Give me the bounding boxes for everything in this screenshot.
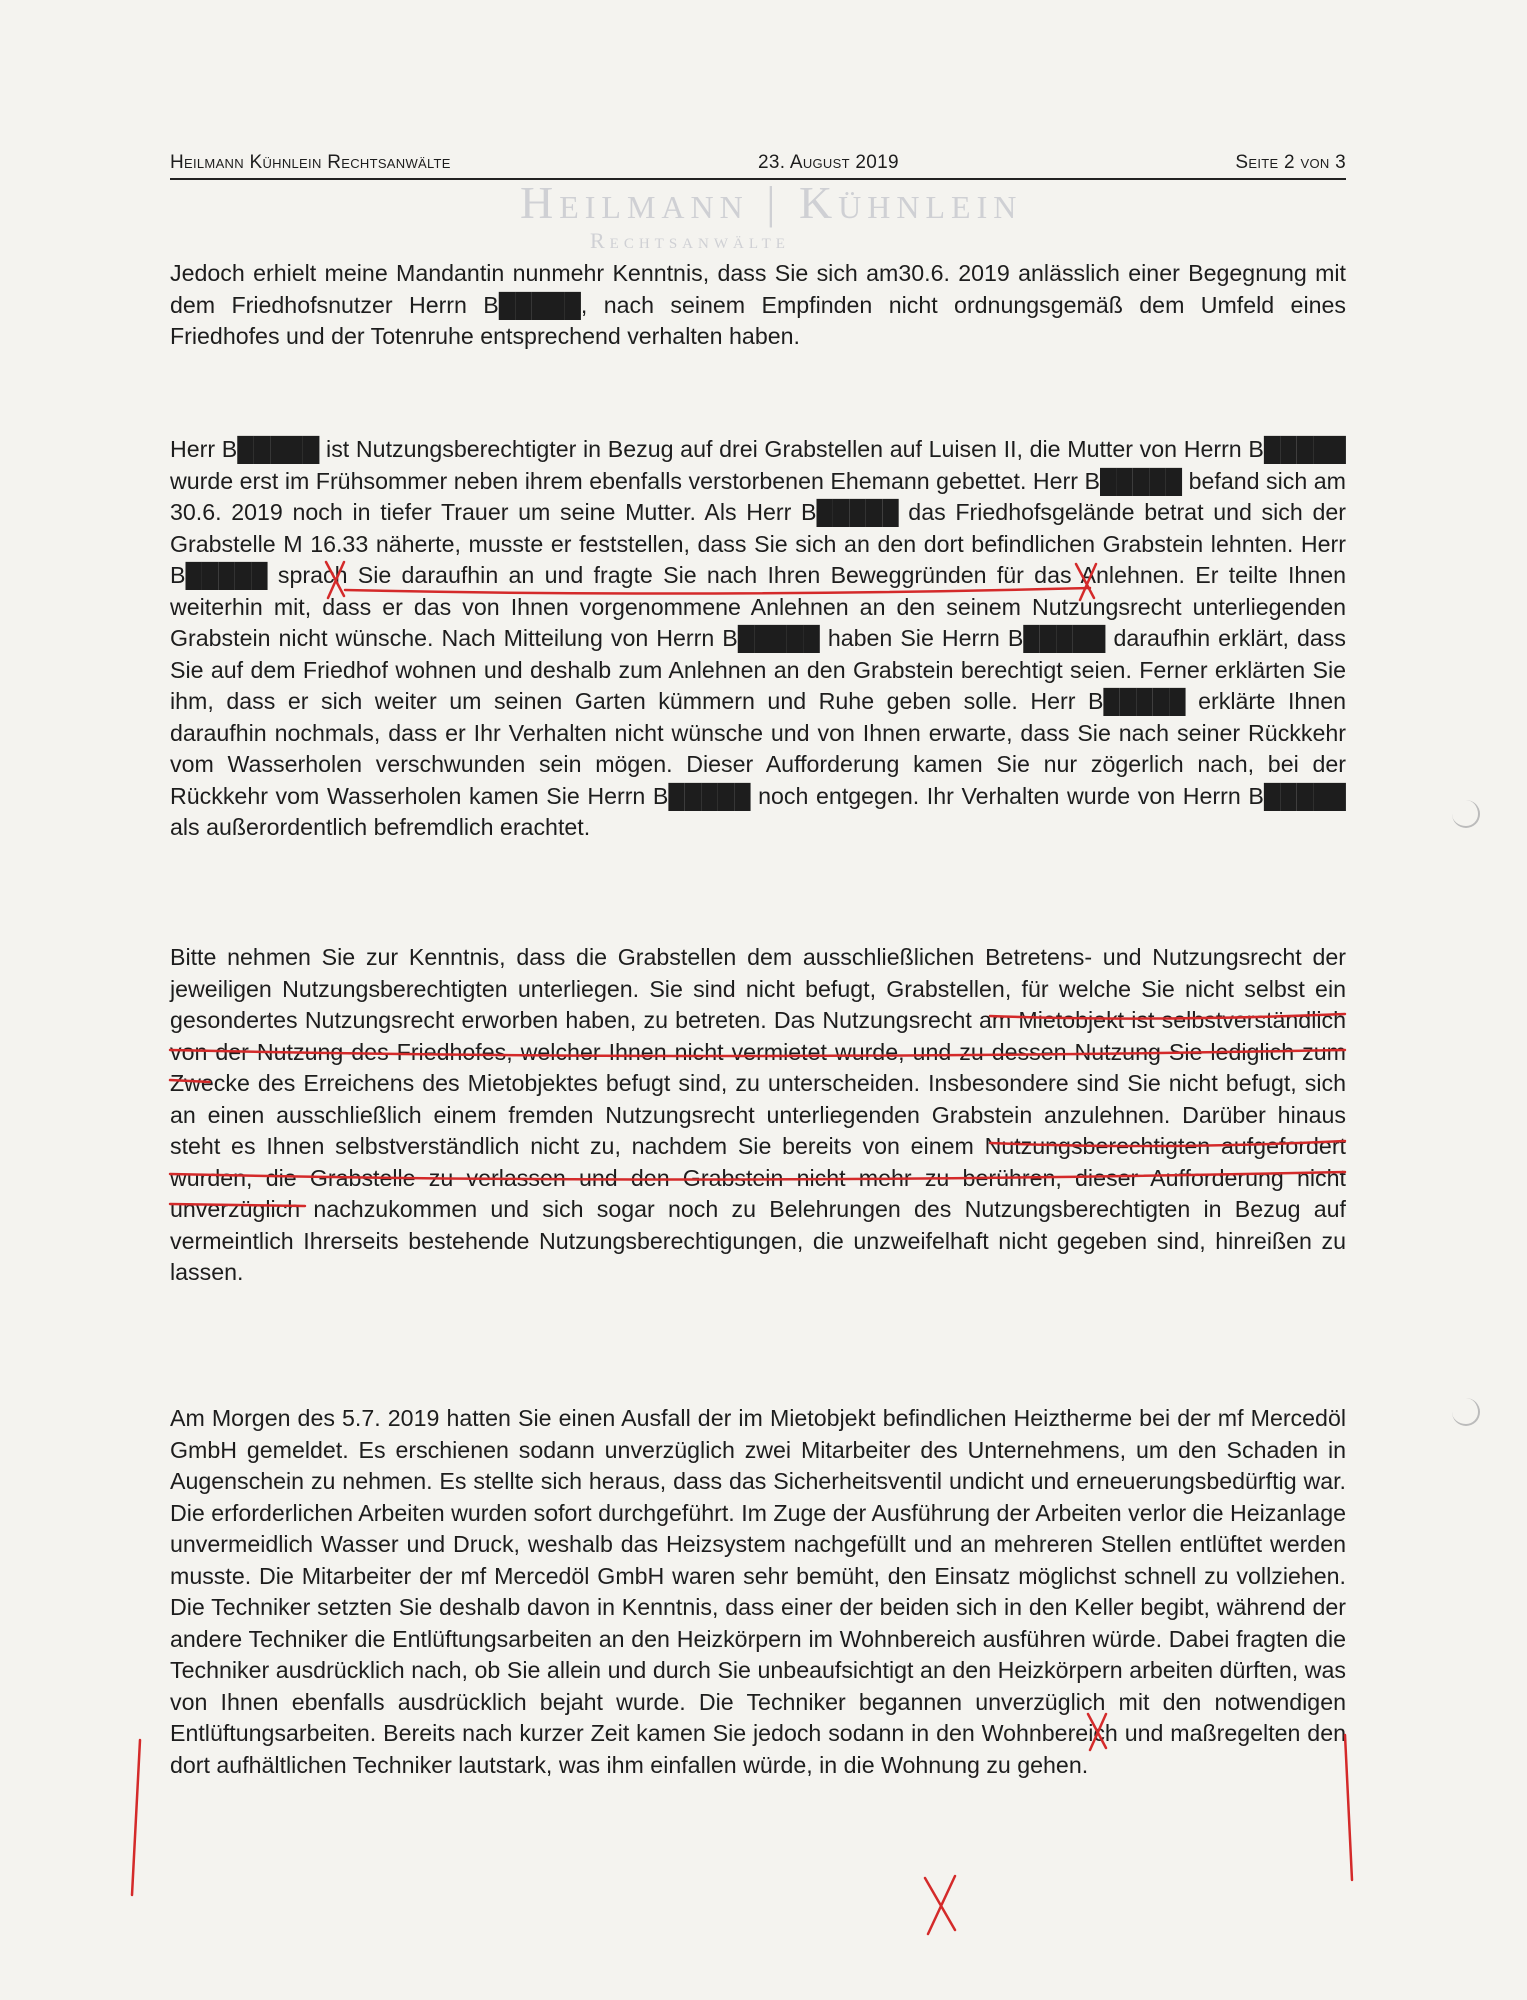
cross-mark — [1088, 1714, 1106, 1750]
letterhead-ghost-line2: Rechtsanwälte — [590, 228, 790, 253]
letterhead-ghost-line1: Heilmann | Kühnlein — [520, 177, 1023, 228]
cross-mark — [326, 562, 344, 598]
paragraph-4: Am Morgen des 5.7. 2019 hatten Sie einen Ausfall der im Mietobjekt befindlichen Heiztherme bei der mf Mercedöl GmbH gemeldet. Es erschienen sodann unverzüglich zwei Mitarbeiter des Unternehmens, um den Schaden in Augenschein zu nehmen. Es stellte sich heraus, dass das Sicherheitsventil undicht und erneuerungsbedürftig war. Die erforderlichen Arbeiten wurden sofort durchgeführt. Im Zuge der Ausführung der Arbeiten verlor die Heizanlage unvermeidlich Wasser und Druck, weshalb das Heizsystem nachgefüllt und an mehreren Stellen entlüftet werden musste. Die Mitarbeiter der mf Mercedöl GmbH waren sehr bemüht, den Einsatz möglichst schnell zu vollziehen. Die Techniker setzten Sie deshalb davon in Kenntnis, dass einer der beiden sich in den Keller begibt, während der andere Techniker die Entlüftungsarbeiten an den Heizkörpern im Wohnbereich ausführen würde. Dabei fragten die Techniker ausdrücklich nach, ob Sie allein und durch Sie unbeaufsichtigt an den Heizkörpern arbeiten dürften, was von Ihnen ebenfalls ausdrücklich bejaht wurde. Die Techniker begannen unverzüglich mit den notwendigen Entlüftungsarbeiten. Bereits nach kurzer Zeit kamen Sie jedoch sodann in den Wohnbereich und maßregelten den dort aufhältlichen Techniker lautstark, was ihm einfallen würde, in die Wohnung zu gehen. — [170, 1405, 1346, 1778]
margin-bracket-line — [132, 1740, 140, 1895]
underline-mark — [345, 588, 1090, 594]
underline-mark — [990, 1014, 1345, 1019]
header-firm: Heilmann Kühnlein Rechtsanwälte — [170, 152, 451, 173]
cross-mark — [1076, 564, 1096, 600]
underline-mark — [990, 1141, 1345, 1146]
header-date: 23. August 2019 — [758, 152, 899, 173]
paragraph-1: Jedoch erhielt meine Mandantin nunmehr Kenntnis, dass Sie sich am30.6. 2019 anlässlich einer Begegnung mit dem Friedhofsnutzer Herrn B█████, nach seinem Empfinden nicht ordnungsgemäß dem Umfeld eines Friedhofes und der Totenruhe entsprechend verhalten haben. — [170, 260, 1346, 349]
cross-mark — [925, 1876, 955, 1934]
paragraph-3: Bitte nehmen Sie zur Kenntnis, dass die Grabstellen dem ausschließlichen Betretens- und Nutzungsrecht der jeweiligen Nutzungsberechtigten unterliegen. Sie sind nicht befugt, Grabstellen, für welche Sie nicht selbst ein gesondertes Nutzungsrecht erworben haben, zu betreten. Das Nutzungsrecht am Mietobjekt ist selbstverständlich von der Nutzung des Friedhofes, welcher Ihnen nicht vermietet wurde, und zu dessen Nutzung Sie lediglich zum Zwecke des Erreichens des Mietobjektes befugt sind, zu unterscheiden. Insbesondere sind Sie nicht befugt, sich an einen ausschließlich einem fremden Nutzungsrecht unterliegenden Grabstein anzulehnen. Darüber hinaus steht es Ihnen selbstverständlich nicht zu, nachdem Sie bereits von einem Nutzungsberechtigten aufgefordert wurden, die Grabstelle zu verlassen und den Grabstein nicht mehr zu berühren, dieser Aufforderung nicht unverzüglich nachzukommen und sich sogar noch zu Belehrungen des Nutzungsberechtigten in Bezug auf vermeintlich Ihrerseits bestehende Nutzungsberechtigungen, die unzweifelhaft nicht gegeben sind, hinreißen zu lassen. — [170, 944, 1346, 1285]
underline-mark — [170, 1204, 305, 1206]
underline-mark — [170, 1050, 1345, 1056]
underline-mark — [170, 1172, 1345, 1180]
header-page-number: Seite 2 von 3 — [1235, 152, 1346, 173]
margin-bracket-line — [1345, 1735, 1352, 1880]
underline-mark — [170, 1080, 210, 1082]
paragraph-2: Herr B█████ ist Nutzungsberechtigter in Bezug auf drei Grabstellen auf Luisen II, die Mutter von Herrn B█████ wurde erst im Frühsommer neben ihrem ebenfalls verstorbenen Ehemann gebettet. Herr B█████ befand sich am 30.6. 2019 noch in tiefer Trauer um seine Mutter. Als Herr B█████ das Friedhofsgelände betrat und sich der Grabstelle M 16.33 näherte, musste er feststellen, dass Sie sich an den dort befindlichen Grabstein lehnten. Herr B█████ sprach Sie daraufhin an und fragte Sie nach Ihren Beweggründen für das Anlehnen. Er teilte Ihnen weiterhin mit, dass er das von Ihnen vorgenommene Anlehnen an den seinem Nutzungsrecht unterliegenden Grabstein nicht wünsche. Nach Mitteilung von Herrn B█████ haben Sie Herrn B█████ daraufhin erklärt, dass Sie auf dem Friedhof wohnen und deshalb zum Anlehnen an den Grabstein berechtigt seien. Ferner erklärten Sie ihm, dass er sich weiter um seinen Garten kümmern und Ruhe geben solle. Herr B█████ erklärte Ihnen daraufhin nochmals, dass er Ihr Verhalten nicht wünsche und von Ihnen erwarte, dass Sie nach seiner Rückkehr vom Wasserholen verschwunden sein mögen. Dieser Aufforderung kamen Sie nur zögerlich nach, bei der Rückkehr vom Wasserholen kamen Sie Herrn B█████ noch entgegen. Ihr Verhalten wurde von Herrn B█████ als außerordentlich befremdlich erachtet. — [170, 436, 1346, 840]
